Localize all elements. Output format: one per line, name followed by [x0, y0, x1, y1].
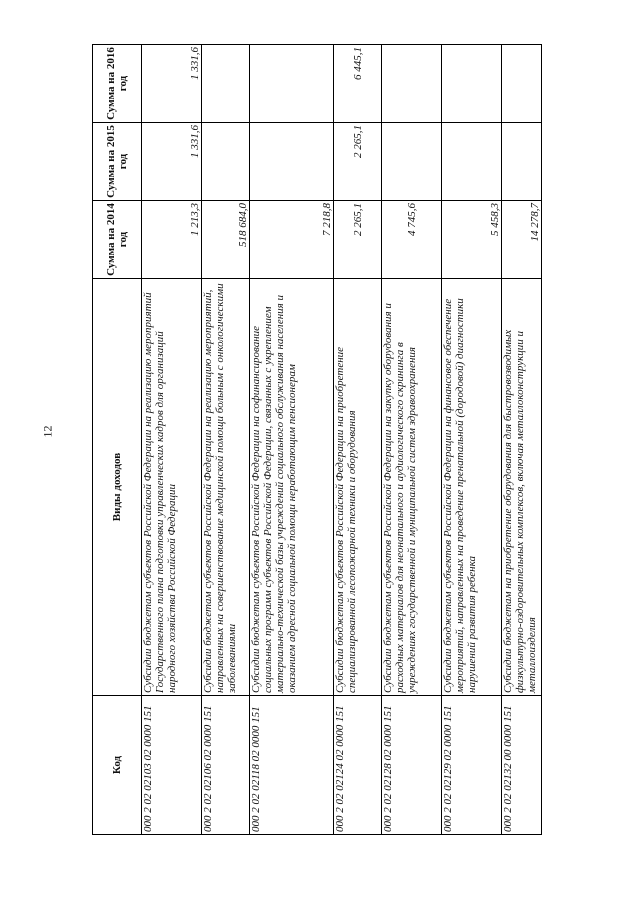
row-code: 000 2 02 02103 02 0000 151 — [142, 696, 202, 835]
header-income-type: Виды доходов — [93, 279, 142, 696]
row-sum-2014: 5 458,3 — [442, 201, 502, 279]
row-description: Субсидии бюджетам субъектов Российской Федерации на финансовое обеспечение мероприятий, направленных на проведение пренатальной (дородовой) диагностики нарушений развития ребенка — [442, 279, 502, 696]
table-row — [250, 45, 334, 835]
header-sum-2015: Сумма на 2015 год — [93, 123, 142, 201]
table-row — [502, 45, 542, 835]
row-sum-2016 — [502, 45, 542, 123]
row-sum-2015: 1 331,6 — [142, 123, 202, 201]
budget-table-sheet — [92, 45, 541, 835]
header-sum-2014: Сумма на 2014 год — [93, 201, 142, 279]
row-sum-2014: 518 684,0 — [202, 201, 250, 279]
row-code: 000 2 02 02106 02 0000 151 — [202, 696, 250, 835]
rotated-table-frame — [92, 45, 541, 835]
row-sum-2015: 2 265,1 — [334, 123, 382, 201]
table-row — [382, 45, 442, 835]
row-code: 000 2 02 02128 02 0000 151 — [382, 696, 442, 835]
row-sum-2014: 7 218,8 — [250, 201, 334, 279]
table-row — [202, 45, 250, 835]
row-sum-2014: 2 265,1 — [334, 201, 382, 279]
row-sum-2016 — [442, 45, 502, 123]
row-sum-2016: 1 331,6 — [142, 45, 202, 123]
row-sum-2016 — [250, 45, 334, 123]
row-sum-2015 — [250, 123, 334, 201]
row-sum-2014: 1 213,3 — [142, 201, 202, 279]
row-code: 000 2 02 02124 02 0000 151 — [334, 696, 382, 835]
page-number: 12 — [40, 425, 55, 438]
row-sum-2015 — [442, 123, 502, 201]
table-header-row — [93, 45, 142, 835]
row-description: Субсидии бюджетам субъектов Российской Федерации на реализацию мероприятий, направленных на совершенствование медицинской помощи больным с онкологическими заболеваниями — [202, 279, 250, 696]
row-sum-2014: 14 278,7 — [502, 201, 542, 279]
row-sum-2015 — [502, 123, 542, 201]
table-row — [442, 45, 502, 835]
row-description: Субсидии бюджетам субъектов Российской Федерации на софинансирование социальных программ субъектов Российской Федерации, связанных с укреплением материально-технической базы учреждений социального обслуживания населения и оказанием адресной социальной помощи неработающим пенсионерам — [250, 279, 334, 696]
row-description: Субсидии бюджетам субъектов Российской Федерации на реализацию мероприятий Государственного плана подготовки управленческих кадров для организаций народного хозяйства Российской Федерации — [142, 279, 202, 696]
row-sum-2015 — [202, 123, 250, 201]
budget-table — [92, 44, 542, 835]
header-code: Код — [93, 696, 142, 835]
row-sum-2015 — [382, 123, 442, 201]
row-sum-2016 — [382, 45, 442, 123]
row-code: 000 2 02 02129 02 0000 151 — [442, 696, 502, 835]
row-sum-2016 — [202, 45, 250, 123]
row-description: Субсидии бюджетам субъектов Российской Федерации на приобретение специализированной лесопожарной техники и оборудования — [334, 279, 382, 696]
table-row — [142, 45, 202, 835]
row-description: Субсидии бюджетам субъектов Российской Федерации на закупку оборудования и расходных материалов для неонатального и аудиологического скрининга в учреждениях государственной и муниципальной систем здравоохранения — [382, 279, 442, 696]
row-sum-2014: 4 745,6 — [382, 201, 442, 279]
header-sum-2016: Сумма на 2016 год — [93, 45, 142, 123]
row-code: 000 2 02 02132 00 0000 151 — [502, 696, 542, 835]
row-sum-2016: 6 445,1 — [334, 45, 382, 123]
table-row — [334, 45, 382, 835]
row-description: Субсидии бюджетам на приобретение оборудования для быстровозводимых физкультурно-оздоровительных комплексов, включая металлоконструкции и металлоизделия — [502, 279, 542, 696]
row-code: 000 2 02 02118 02 0000 151 — [250, 696, 334, 835]
